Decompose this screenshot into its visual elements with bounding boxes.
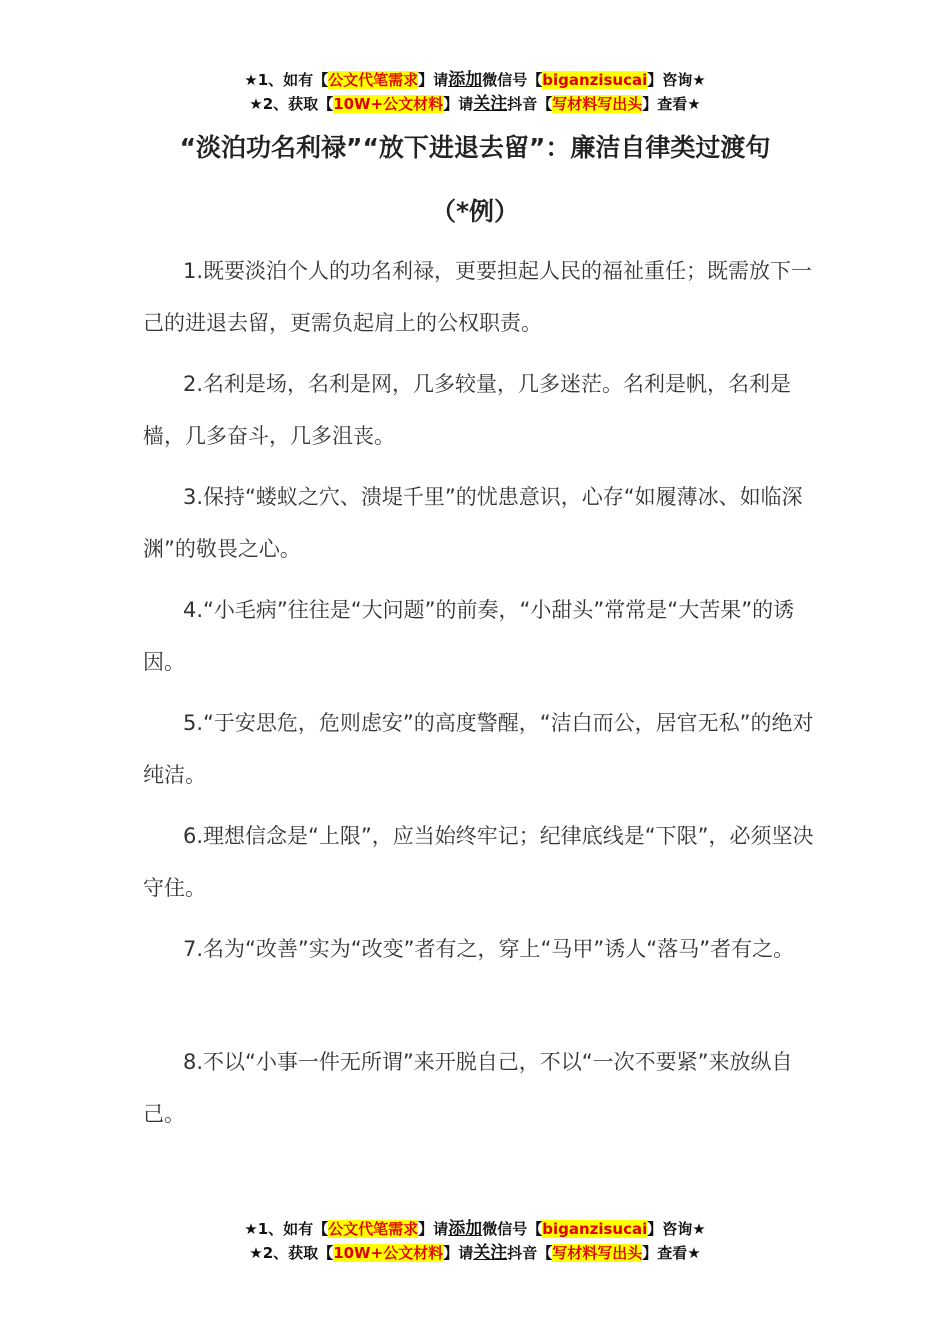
list-item: 5.“于安思危，危则虑安”的高度警醒，“洁白而公，居官无私”的绝对纯洁。 xyxy=(143,711,814,787)
list-item: 3.保持“蝼蚁之穴、溃堤千里”的忧患意识，心存“如履薄冰、如临深渊”的敬畏之心。 xyxy=(143,485,803,561)
list-item: 2.名利是场，名利是网，几多较量，几多迷茫。名利是帆，名利是樯，几多奋斗，几多沮丧。 xyxy=(143,372,792,448)
list-item: 4.“小毛病”往往是“大问题”的前奏，“小甜头”常常是“大苦果”的诱因。 xyxy=(143,598,795,674)
bottom-banner xyxy=(0,1217,950,1265)
list-item: 8.不以“小事一件无所谓”来开脱自己，不以“一次不要紧”来放纵自己。 xyxy=(143,1050,793,1126)
list-item: 7.名为“改善”实为“改变”者有之，穿上“马甲”诱人“落马”者有之。 xyxy=(183,937,795,961)
page-subtitle: （*例） xyxy=(430,197,520,226)
banner-text: 】查看★ xyxy=(642,1244,701,1262)
banner-text: 】请 xyxy=(443,1244,474,1262)
banner-text: 】咨询★ xyxy=(647,71,706,89)
banner-line-2 xyxy=(0,1241,950,1265)
banner-text: 】咨询★ xyxy=(647,1220,706,1238)
highlight-materials: 10W+公文材料 xyxy=(333,95,444,113)
banner-text: 抖音【 xyxy=(507,95,553,113)
page-title: “淡泊功名利禄”“放下进退去留”：廉洁自律类过渡句 xyxy=(179,133,771,162)
banner-text: 】查看★ xyxy=(642,95,701,113)
underlined-keyword: 添加 xyxy=(448,1219,483,1239)
banner-text: ★1、如有【 xyxy=(244,71,329,89)
wechat-id: biganzisucai xyxy=(542,71,648,89)
highlight-service: 公文代笔需求 xyxy=(328,1220,419,1238)
banner-text: 】请 xyxy=(418,1220,449,1238)
banner-text: 抖音【 xyxy=(507,1244,553,1262)
banner-line-1 xyxy=(0,1217,950,1241)
underlined-keyword: 关注 xyxy=(473,94,508,114)
underlined-keyword: 关注 xyxy=(473,1243,508,1263)
banner-line-1 xyxy=(0,68,950,92)
wechat-id: biganzisucai xyxy=(542,1220,648,1238)
douyin-account: 写材料写出头 xyxy=(552,1244,643,1262)
banner-text: 微信号【 xyxy=(482,1220,543,1238)
highlight-materials: 10W+公文材料 xyxy=(333,1244,444,1262)
douyin-account: 写材料写出头 xyxy=(552,95,643,113)
list-item: 1.既要淡泊个人的功名利禄，更要担起人民的福祉重任；既需放下一己的进退去留，更需负起肩上的公权职责。 xyxy=(143,259,813,335)
list-item: 6.理想信念是“上限”，应当始终牢记；纪律底线是“下限”，必须坚决守住。 xyxy=(143,824,814,900)
banner-text: 】请 xyxy=(418,71,449,89)
banner-text: 微信号【 xyxy=(482,71,543,89)
banner-text: ★2、获取【 xyxy=(249,1244,334,1262)
banner-text: 】请 xyxy=(443,95,474,113)
banner-line-2 xyxy=(0,92,950,116)
banner-text: ★2、获取【 xyxy=(249,95,334,113)
top-banner xyxy=(0,68,950,116)
banner-text: ★1、如有【 xyxy=(244,1220,329,1238)
highlight-service: 公文代笔需求 xyxy=(328,71,419,89)
underlined-keyword: 添加 xyxy=(448,70,483,90)
